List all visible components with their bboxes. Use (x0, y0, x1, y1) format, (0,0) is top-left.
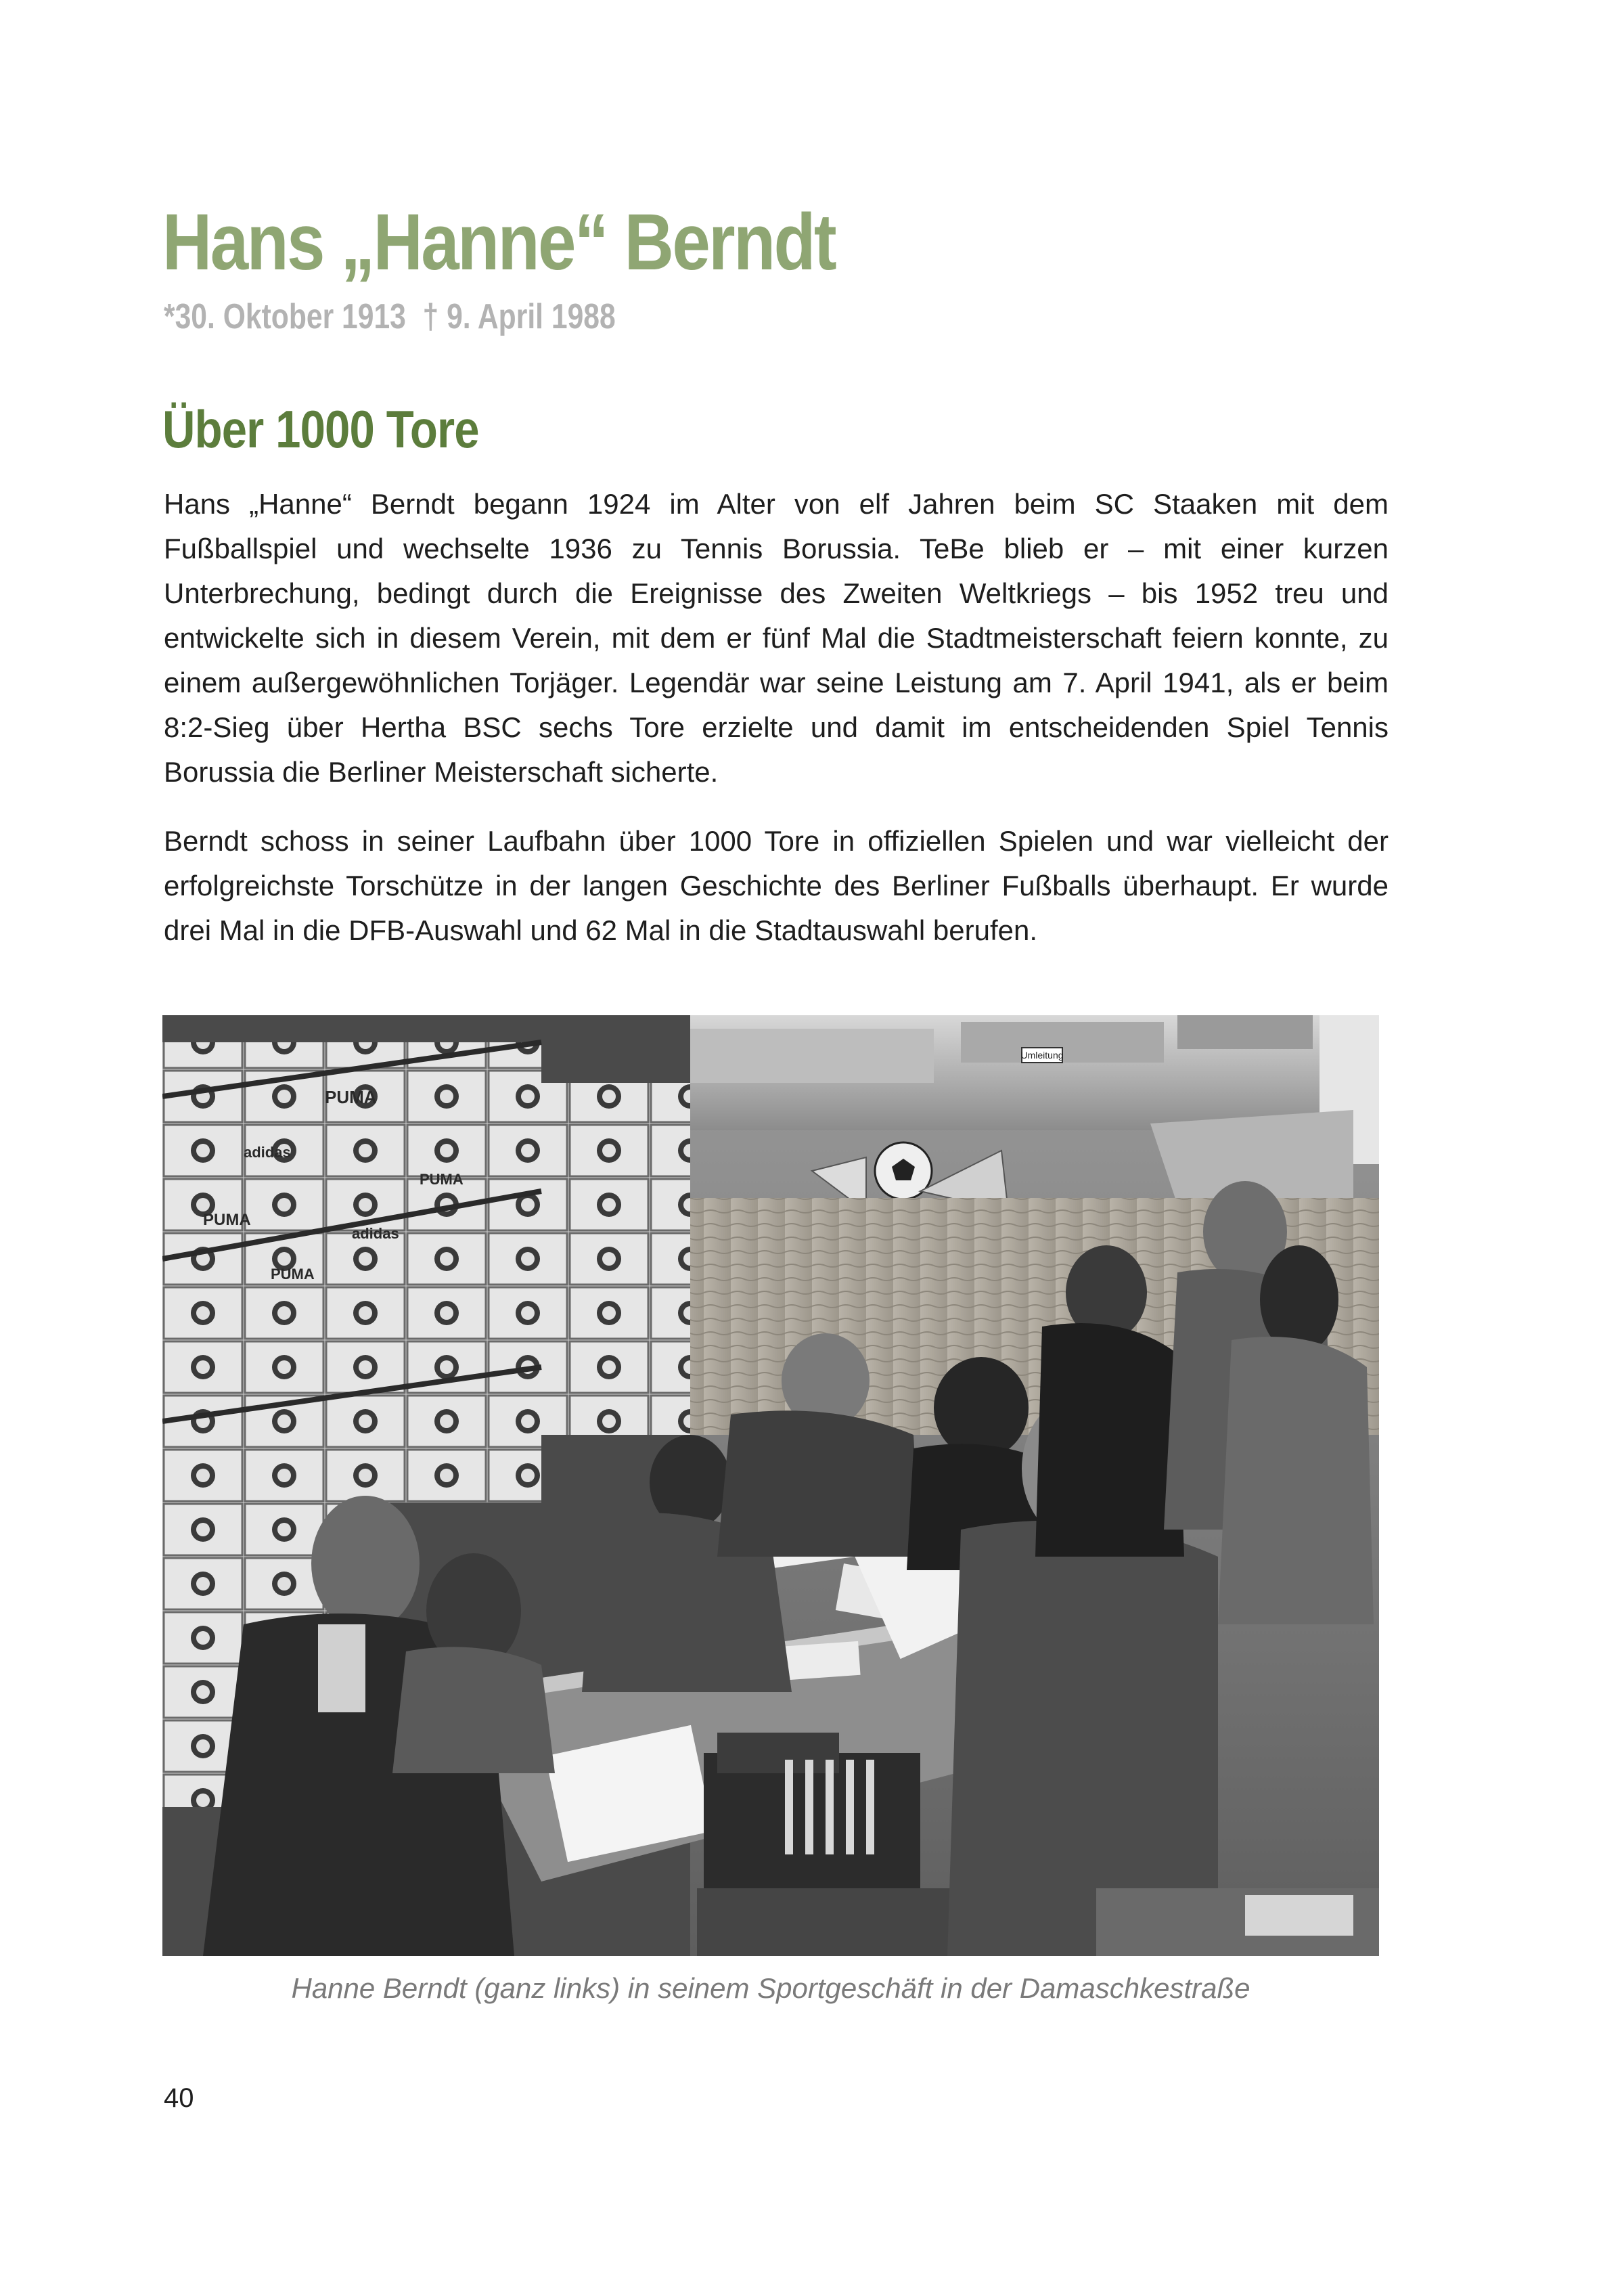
box-label-1: PUMA (325, 1087, 377, 1107)
body-paragraph-1: Hans „Hanne“ Berndt begann 1924 im Alter von elf Jahren beim SC Staaken mit dem Fußballspiel und wechselte 1936 zu Tennis Borussia. TeBe blieb er – mit einer kurzen Unterbrechung, bedingt durch die Ereignisse des Zweiten Weltkriegs – bis 1952 treu und entwickelte sich in diesem Verein, mit dem er fünf Mal die Stadtmeisterschaft feiern konnte, zu einem außergewöhnlichen Torjäger. Legendär war seine Leistung am 7. April 1941, als er beim 8:2-Sieg über Hertha BSC sechs Tore erzielte und damit im entscheidenden Spiel Tennis Borussia die Berliner Meisterschaft sicherte. (164, 488, 1389, 788)
box-label-5: PUMA (203, 1211, 251, 1229)
body-paragraph-2: Berndt schoss in seiner Laufbahn über 1000 Tore in offiziellen Spielen und war vielleicht der erfolgreichste Torschütze in der langen Geschichte des Berliner Fußballs überhaupt. Er wurde drei Mal in die DFB-Auswahl und 62 Mal in die Stadtauswahl berufen. (164, 825, 1389, 946)
photo-caption: Hanne Berndt (ganz links) in seinem Sportgeschäft in der Damaschkestraße (291, 1972, 1250, 2004)
page-number: 40 (164, 2083, 194, 2113)
page-title: Hans „Hanne“ Berndt (162, 198, 836, 287)
box-label-6: PUMA (271, 1266, 315, 1283)
box-label-3: PUMA (420, 1171, 464, 1188)
life-dates (164, 295, 616, 338)
section-heading: Über 1000 Tore (162, 399, 479, 459)
shop-photo (162, 1015, 1379, 1956)
death-date: † 9. April 1988 (422, 297, 616, 336)
box-label-2: adidas (244, 1144, 291, 1161)
street-sign-text: Umleitung (1020, 1050, 1064, 1061)
birth-date: *30. Oktober 1913 (164, 297, 406, 336)
box-label-4: adidas (352, 1225, 399, 1242)
